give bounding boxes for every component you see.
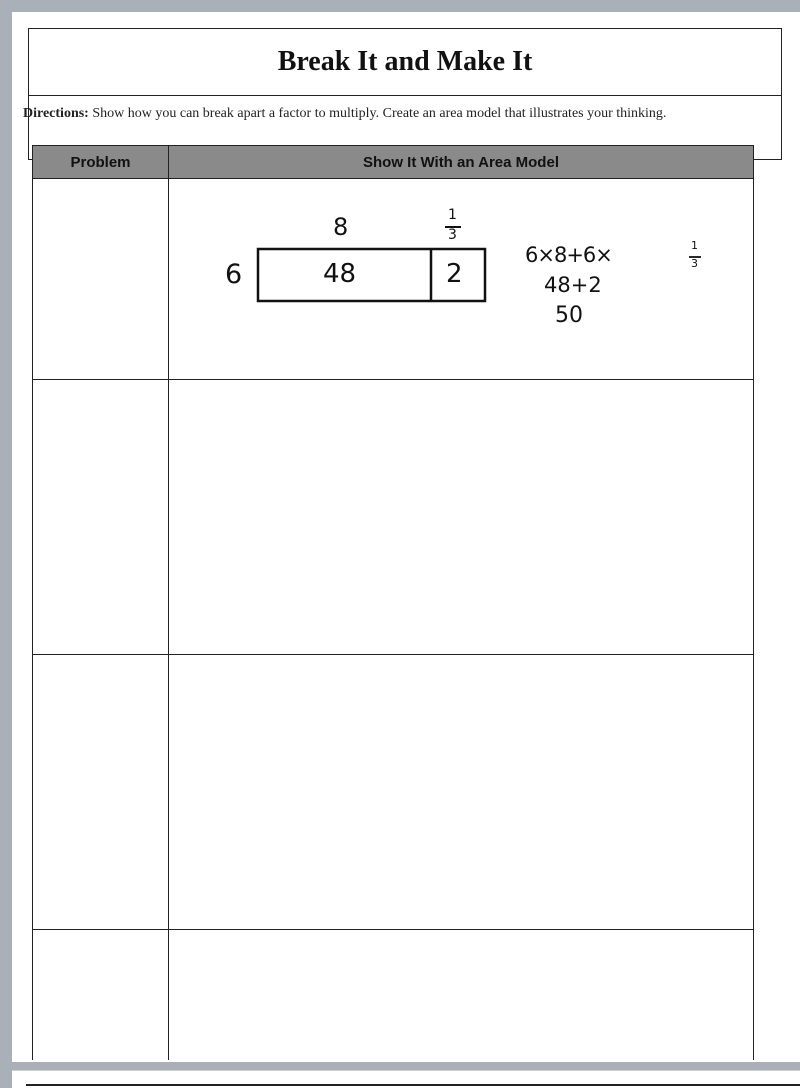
worksheet-page — [12, 12, 800, 1062]
top-label-fraction-numerator: 1 — [448, 207, 457, 223]
problem-cell[interactable] — [33, 179, 169, 380]
header-problem: Problem — [33, 146, 169, 179]
top-label-whole: 8 — [333, 213, 349, 241]
problem-cell[interactable] — [33, 655, 169, 930]
work-fraction-denominator: 3 — [691, 257, 698, 270]
next-page-edge — [12, 1070, 800, 1088]
directions-text: Show how you can break apart a factor to multiply. Create an area model that illustrates your thinking. — [88, 106, 667, 121]
table-row — [33, 655, 754, 930]
worksheet-title: Break It and Make It — [29, 29, 781, 96]
directions — [23, 106, 666, 122]
area-model-cell[interactable] — [169, 655, 754, 930]
work-line-2: 48+2 — [544, 273, 602, 297]
header-area-model: Show It With an Area Model — [169, 146, 754, 179]
problem-cell[interactable] — [33, 930, 169, 1061]
header-box — [28, 28, 782, 160]
table-row — [33, 930, 754, 1061]
problem-cell[interactable] — [33, 380, 169, 655]
side-label: 6 — [225, 259, 243, 290]
area-model-table — [32, 145, 754, 1060]
work-line-1: 6×8+6× — [525, 243, 612, 267]
area-whole-product: 48 — [323, 259, 357, 289]
table-row — [33, 179, 754, 380]
area-fraction-product: 2 — [446, 259, 463, 289]
table-header-row — [33, 146, 754, 179]
work-line-3: 50 — [555, 303, 583, 328]
work-fraction-numerator: 1 — [691, 239, 698, 252]
area-model-cell[interactable] — [169, 179, 754, 380]
area-model-cell[interactable] — [169, 930, 754, 1061]
next-page-rule — [26, 1084, 800, 1086]
area-model-cell[interactable] — [169, 380, 754, 655]
directions-label: Directions: — [23, 106, 89, 121]
table-row — [33, 380, 754, 655]
top-label-fraction-denominator: 3 — [448, 227, 457, 243]
